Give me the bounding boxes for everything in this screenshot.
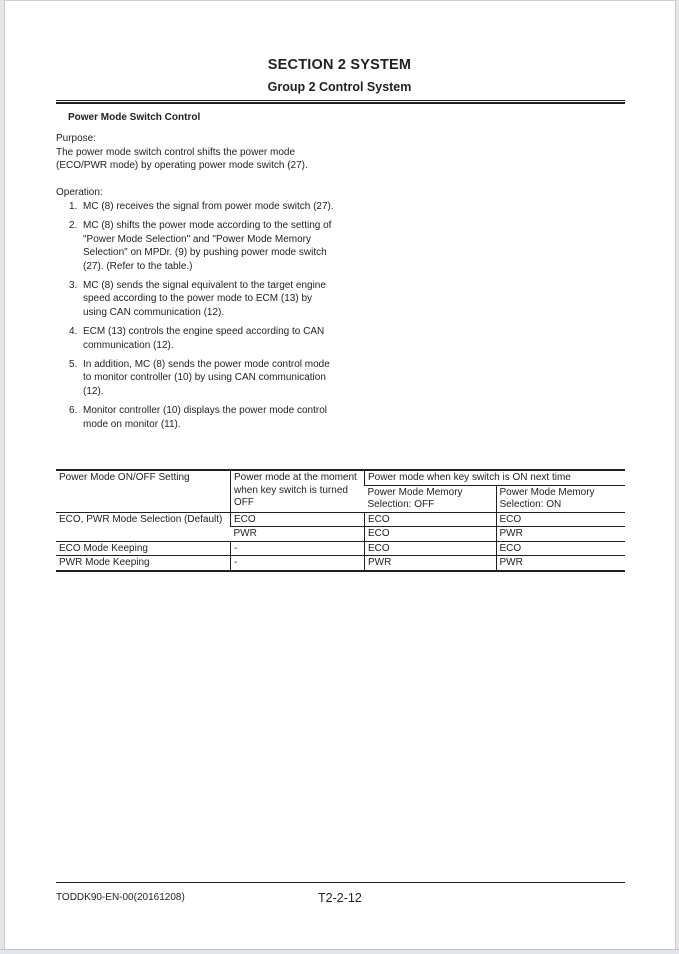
cell-memory-off: PWR <box>365 556 497 571</box>
cell-memory-off: ECO <box>365 527 497 542</box>
cell-setting: ECO Mode Keeping <box>56 541 231 556</box>
power-mode-table <box>56 469 625 572</box>
table-row <box>56 512 625 527</box>
cell-setting: PWR Mode Keeping <box>56 556 231 571</box>
header-rule-thick <box>56 102 625 104</box>
group-title: Group 2 Control System <box>267 80 412 94</box>
cell-key-off: PWR <box>231 527 365 542</box>
cell-memory-on: ECO <box>496 512 625 527</box>
cell-memory-off: ECO <box>365 541 497 556</box>
step-number: 1. <box>69 201 78 212</box>
header-key-off: Power mode at the moment when key switch is turned OFF <box>231 470 365 512</box>
cell-memory-on: PWR <box>496 527 625 542</box>
cell-memory-off: ECO <box>365 512 497 527</box>
step-text: MC (8) receives the signal from power mode switch (27). <box>83 201 334 212</box>
operation-step <box>56 325 336 352</box>
header-memory-off: Power Mode Memory Selection: OFF <box>365 485 497 512</box>
operation-step <box>56 200 336 213</box>
operation-step <box>56 219 336 273</box>
purpose-label: Purpose: <box>56 133 97 144</box>
cell-key-off: - <box>231 541 365 556</box>
step-number: 5. <box>69 359 78 371</box>
step-text: MC (8) sends the signal equivalent to the target engine speed according to the power mode to ECM (13) by using CAN communication (12). <box>83 280 326 318</box>
table-row <box>56 541 625 556</box>
step-number: 4. <box>69 326 78 338</box>
section-title: SECTION 2 SYSTEM <box>267 57 412 73</box>
subheading: Power Mode Switch Control <box>68 112 201 123</box>
table-header-row <box>56 470 625 485</box>
operation-steps-list <box>56 200 336 437</box>
table-row <box>56 556 625 571</box>
step-number: 2. <box>69 220 78 232</box>
step-text: MC (8) shifts the power mode according to the setting of "Power Mode Selection" and "Power Mode Memory Selection" on MPDr. (9) by pushing power mode switch (27). (Refer to the table.) <box>83 220 332 272</box>
operation-label: Operation: <box>56 187 103 198</box>
purpose-text: The power mode switch control shifts the power mode (ECO/PWR mode) by operating power mode switch (27). <box>56 147 308 172</box>
header-setting: Power Mode ON/OFF Setting <box>56 470 231 512</box>
cell-key-off: ECO <box>231 512 365 527</box>
footer-page-number: T2-2-12 <box>318 891 362 905</box>
viewer-left-edge <box>0 0 5 953</box>
operation-step <box>56 358 336 398</box>
footer-rule <box>56 882 625 883</box>
operation-step <box>56 279 336 319</box>
viewer-bottom-edge <box>0 949 679 954</box>
header-next-on: Power mode when key switch is ON next time <box>365 470 626 485</box>
step-text: Monitor controller (10) displays the power mode control mode on monitor (11). <box>83 405 327 430</box>
header-rule-thin <box>56 100 625 101</box>
cell-key-off: - <box>231 556 365 571</box>
cell-setting: ECO, PWR Mode Selection (Default) <box>56 512 231 541</box>
footer-doc-code: TODDK90-EN-00(20161208) <box>56 892 185 903</box>
step-number: 6. <box>69 405 78 417</box>
viewer-scrollbar-edge[interactable] <box>675 0 679 953</box>
step-text: ECM (13) controls the engine speed according to CAN communication (12). <box>83 326 325 351</box>
operation-step <box>56 404 336 431</box>
header-memory-on: Power Mode Memory Selection: ON <box>496 485 625 512</box>
step-number: 3. <box>69 280 78 292</box>
step-text: In addition, MC (8) sends the power mode control mode to monitor controller (10) by using CAN communication (12). <box>83 359 330 397</box>
cell-memory-on: ECO <box>496 541 625 556</box>
cell-memory-on: PWR <box>496 556 625 571</box>
viewer-top-edge <box>0 0 679 1</box>
